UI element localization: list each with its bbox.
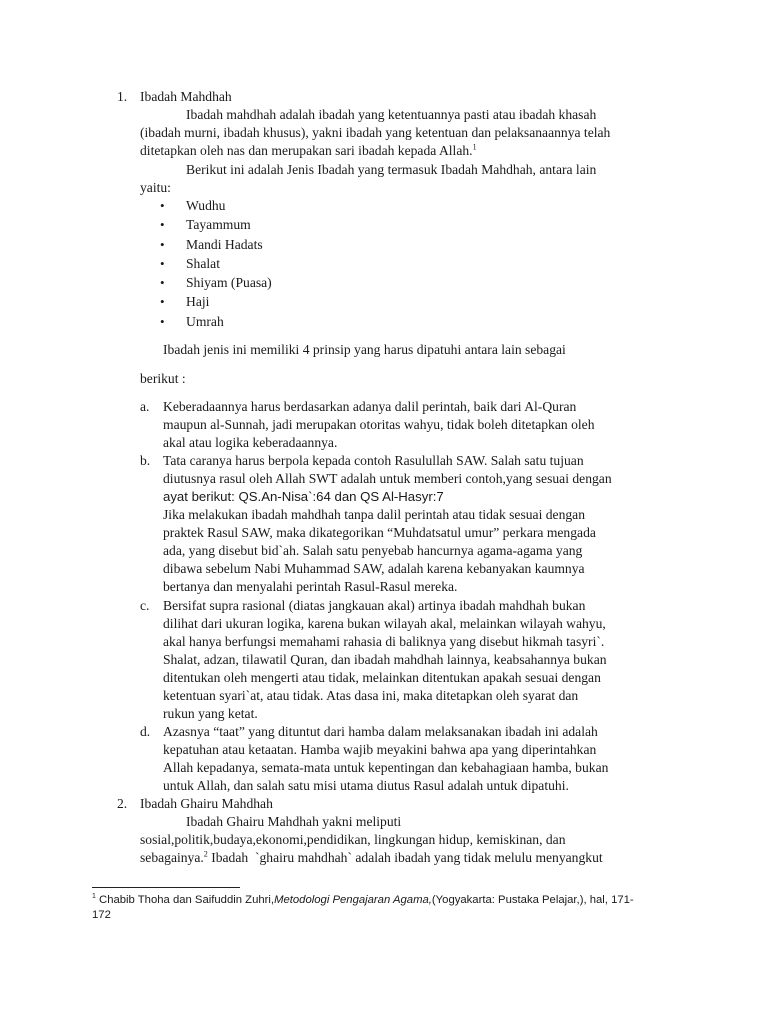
- para-2-line-1: Berikut ini adalah Jenis Ibadah yang termasuk Ibadah Mahdhah, antara lain: [186, 162, 597, 177]
- principle-d-line: Allah kepadanya, semata-mata untuk kepentingan dan kebahagiaan hamba, bukan: [163, 760, 609, 775]
- footnote-number: 1: [92, 893, 96, 901]
- bullet-icon: •: [160, 217, 165, 232]
- list-item: Shiyam (Puasa): [186, 275, 272, 290]
- footnote-1: $^1$ Chabib Thoha dan Saifuddin Zuhri,Metodologi Pengajaran Agama,(Yogyakarta: Pustaka Pelajar,), hal, 171- 172: [92, 893, 634, 921]
- para-1-line-3: ditetapkan oleh nas dan merupakan sari ibadah kepada Allah.$^1$: [140, 142, 477, 158]
- principle-c-label: c.: [140, 598, 150, 613]
- section-2-line-1: Ibadah Ghairu Mahdhah yakni meliputi: [186, 814, 402, 829]
- principle-c-line: Bersifat supra rasional (diatas jangkauan akal) artinya ibadah mahdhah bukan: [163, 598, 586, 613]
- section-2-line-3: sebagainya.$^2$ Ibadah `ghairu mahdhah` adalah ibadah yang tidak melulu menyangkut: [140, 849, 603, 865]
- principles-intro-cont: berikut :: [140, 371, 186, 386]
- principle-c-line: ditentukan oleh mengerti atau tidak, melainkan ditentukan apakah sesuai dengan: [163, 670, 601, 685]
- principle-a-line: akal atau logika keberadaannya.: [163, 435, 338, 450]
- para-1-line-2: (ibadah murni, ibadah khusus), yakni ibadah yang ketentuan dan pelaksanaannya telah: [140, 125, 611, 140]
- principle-d-line: untuk Allah, dan salah satu misi utama diutus Rasul adalah untuk dipatuhi.: [163, 778, 569, 793]
- principle-c-line: akal hanya berfungsi memahami rahasia di baliknya yang disebut hikmah tasyri`.: [163, 634, 605, 649]
- list-item: Wudhu: [186, 198, 226, 213]
- footnote-ref-1[interactable]: 1: [472, 142, 477, 152]
- section-2-number: 2.: [117, 796, 128, 811]
- para-1-line-1: Ibadah mahdhah adalah ibadah yang ketentuannya pasti atau ibadah khasah: [186, 107, 597, 122]
- principle-b-line: praktek Rasul SAW, maka dikategorikan “Muhdatsatul umur” perkara mengada: [163, 525, 596, 540]
- list-item: Shalat: [186, 256, 220, 271]
- principle-d-line: Azasnya “taat” yang dituntut dari hamba dalam melaksanakan ibadah ini adalah: [163, 724, 598, 739]
- principle-c-line: dilihat dari ukuran logika, karena bukan wilayah akal, melainkan wilayah wahyu,: [163, 616, 606, 631]
- bullet-icon: •: [160, 237, 165, 252]
- footnote-book-title: Metodologi Pengajaran Agama,: [274, 894, 432, 906]
- principle-b-line: diutusnya rasul oleh Allah SWT adalah untuk memberi contoh,yang sesuai dengan: [163, 471, 612, 486]
- bullet-icon: •: [160, 314, 165, 329]
- section-2-line-2: sosial,politik,budaya,ekonomi,pendidikan, lingkungan hidup, kemiskinan, dan: [140, 832, 566, 847]
- section-1-heading: Ibadah Mahdhah: [140, 89, 232, 104]
- principle-a-label: a.: [140, 399, 150, 414]
- bullet-icon: •: [160, 198, 165, 213]
- list-item: Haji: [186, 294, 210, 309]
- list-item: Umrah: [186, 314, 224, 329]
- principle-b-line: bertanya dan menyalahi perintah Rasul-Rasul mereka.: [163, 579, 458, 594]
- principle-a-line: Keberadaannya harus berdasarkan adanya dalil perintah, baik dari Al-Quran: [163, 399, 577, 414]
- principle-b-line: ayat berikut: QS.An-Nisa`:64 dan QS Al-Hasyr:7: [163, 489, 444, 504]
- bullet-icon: •: [160, 256, 165, 271]
- bullet-icon: •: [160, 275, 165, 290]
- principle-c-line: ketentuan syari`at, atau tidak. Atas dasa ini, maka ditetapkan oleh syarat dan: [163, 688, 579, 703]
- section-2-heading: Ibadah Ghairu Mahdhah: [140, 796, 273, 811]
- principle-d-label: d.: [140, 724, 151, 739]
- bullet-icon: •: [160, 294, 165, 309]
- principle-d-line: kepatuhan atau ketaatan. Hamba wajib meyakini bahwa apa yang diperintahkan: [163, 742, 597, 757]
- para-2-line-2: yaitu:: [140, 180, 171, 195]
- footnote-ref-2[interactable]: 2: [203, 849, 208, 859]
- principles-intro: Ibadah jenis ini memiliki 4 prinsip yang harus dipatuhi antara lain sebagai: [163, 342, 566, 357]
- principle-b-label: b.: [140, 453, 151, 468]
- principle-c-line: rukun yang ketat.: [163, 706, 258, 721]
- principle-b-line: dibawa sebelum Nabi Muhammad SAW, adalah karena kebanyakan kaumnya: [163, 561, 585, 576]
- list-item: Tayammum: [186, 217, 251, 232]
- principle-b-line: Jika melakukan ibadah mahdhah tanpa dalil perintah atau tidak sesuai dengan: [163, 507, 586, 522]
- principle-a-line: maupun al-Sunnah, jadi merupakan otoritas wahyu, tidak boleh ditetapkan oleh: [163, 417, 595, 432]
- footnote-separator: [92, 887, 240, 888]
- principle-b-line: ada, yang disebut bid`ah. Salah satu penyebab hancurnya agama-agama yang: [163, 543, 583, 558]
- list-item: Mandi Hadats: [186, 237, 263, 252]
- section-1-number: 1.: [117, 89, 128, 104]
- principle-b-line: Tata caranya harus berpola kepada contoh Rasulullah SAW. Salah satu tujuan: [163, 453, 584, 468]
- principle-c-line: Shalat, adzan, tilawatil Quran, dan ibadah mahdhah lainnya, keabsahannya bukan: [163, 652, 607, 667]
